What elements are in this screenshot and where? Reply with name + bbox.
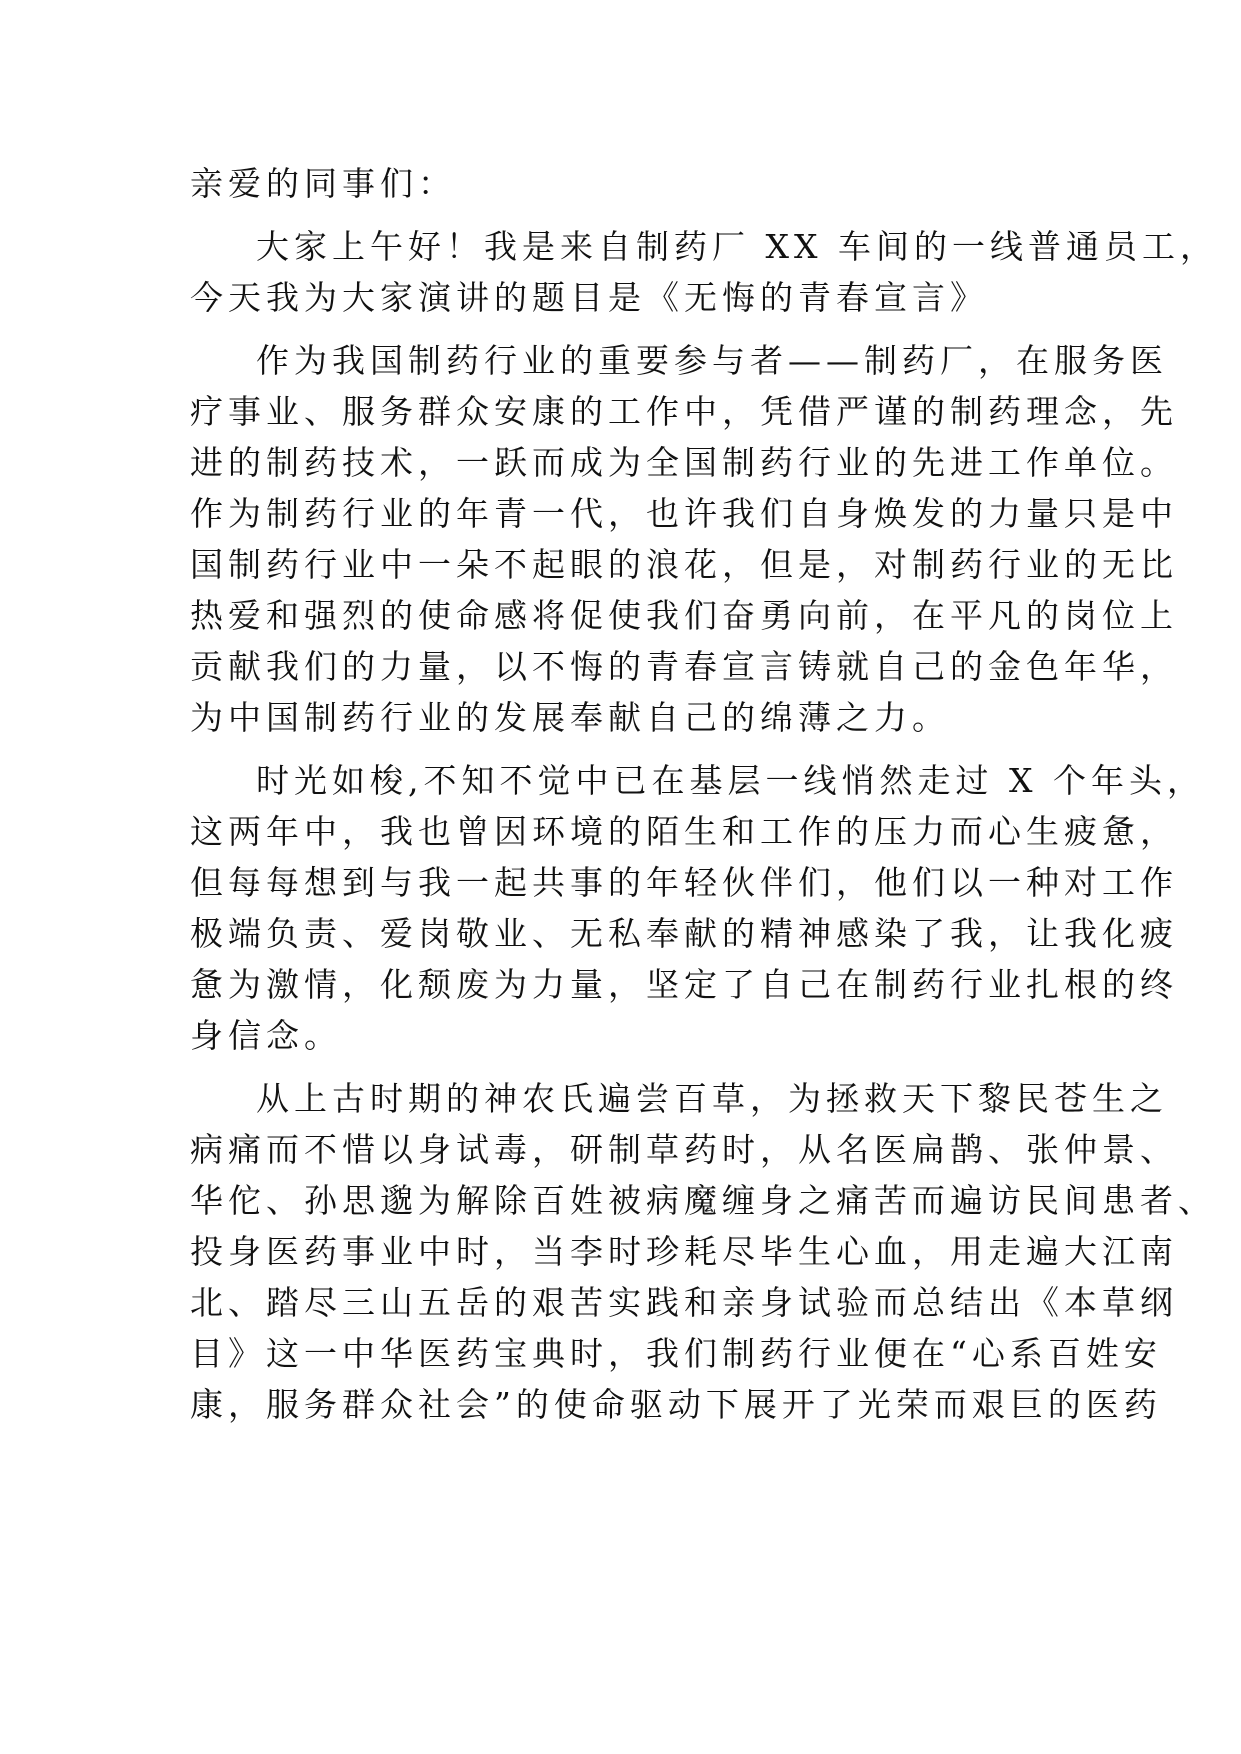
paragraph bbox=[190, 755, 1205, 1061]
text-line: 进的制药技术，一跃而成为全国制药行业的先进工作单位。 bbox=[190, 443, 1178, 482]
text-line: 极端负责、爱岗敬业、无私奉献的精神感染了我，让我化疲 bbox=[190, 914, 1178, 953]
text-line: 热爱和强烈的使命感将促使我们奋勇向前，在平凡的岗位上 bbox=[190, 596, 1178, 635]
text-line: 时光如梭,不知不觉中已在基层一线悄然走过 X 个年头， bbox=[256, 761, 1205, 800]
text-line: 国制药行业中一朵不起眼的浪花，但是，对制药行业的无比 bbox=[190, 545, 1178, 584]
paragraph bbox=[190, 335, 1178, 743]
text-line: 但每每想到与我一起共事的年轻伙伴们，他们以一种对工作 bbox=[190, 863, 1178, 902]
text-line: 作为制药行业的年青一代，也许我们自身焕发的力量只是中 bbox=[190, 494, 1178, 533]
text-line: 惫为激情，化颓废为力量，坚定了自己在制药行业扎根的终 bbox=[190, 965, 1178, 1004]
paragraph bbox=[190, 1073, 1216, 1430]
text-line: 疗事业、服务群众安康的工作中，凭借严谨的制药理念，先 bbox=[190, 392, 1178, 431]
text-line: 从上古时期的神农氏遍尝百草，为拯救天下黎民苍生之 bbox=[256, 1079, 1168, 1118]
text-line: 华佗、孙思邈为解除百姓被病魔缠身之痛苦而遍访民间患者、 bbox=[190, 1181, 1216, 1220]
text-line: 作为我国制药行业的重要参与者——制药厂，在服务医 bbox=[256, 341, 1168, 380]
text-line: 这两年中，我也曾因环境的陌生和工作的压力而心生疲惫， bbox=[190, 812, 1178, 851]
greeting-line: 亲爱的同事们： bbox=[190, 164, 456, 203]
text-line: 今天我为大家演讲的题目是《无悔的青春宣言》 bbox=[190, 278, 988, 317]
text-line: 投身医药事业中时，当李时珍耗尽毕生心血，用走遍大江南 bbox=[190, 1232, 1178, 1271]
text-line: 目》这一中华医药宝典时，我们制药行业便在“心系百姓安 bbox=[190, 1334, 1162, 1373]
text-line: 北、踏尽三山五岳的艰苦实践和亲身试验而总结出《本草纲 bbox=[190, 1283, 1178, 1322]
text-line: 病痛而不惜以身试毒，研制草药时，从名医扁鹊、张仲景、 bbox=[190, 1130, 1178, 1169]
text-line: 贡献我们的力量，以不悔的青春宣言铸就自己的金色年华， bbox=[190, 647, 1178, 686]
text-line: 大家上午好！我是来自制药厂 XX 车间的一线普通员工， bbox=[256, 227, 1218, 266]
text-line: 为中国制药行业的发展奉献自己的绵薄之力。 bbox=[190, 698, 950, 737]
text-line: 康，服务群众社会”的使命驱动下展开了光荣而艰巨的医药 bbox=[190, 1385, 1162, 1424]
paragraph bbox=[190, 221, 1218, 323]
text-line: 身信念。 bbox=[190, 1016, 342, 1055]
document-body bbox=[190, 158, 1218, 1430]
